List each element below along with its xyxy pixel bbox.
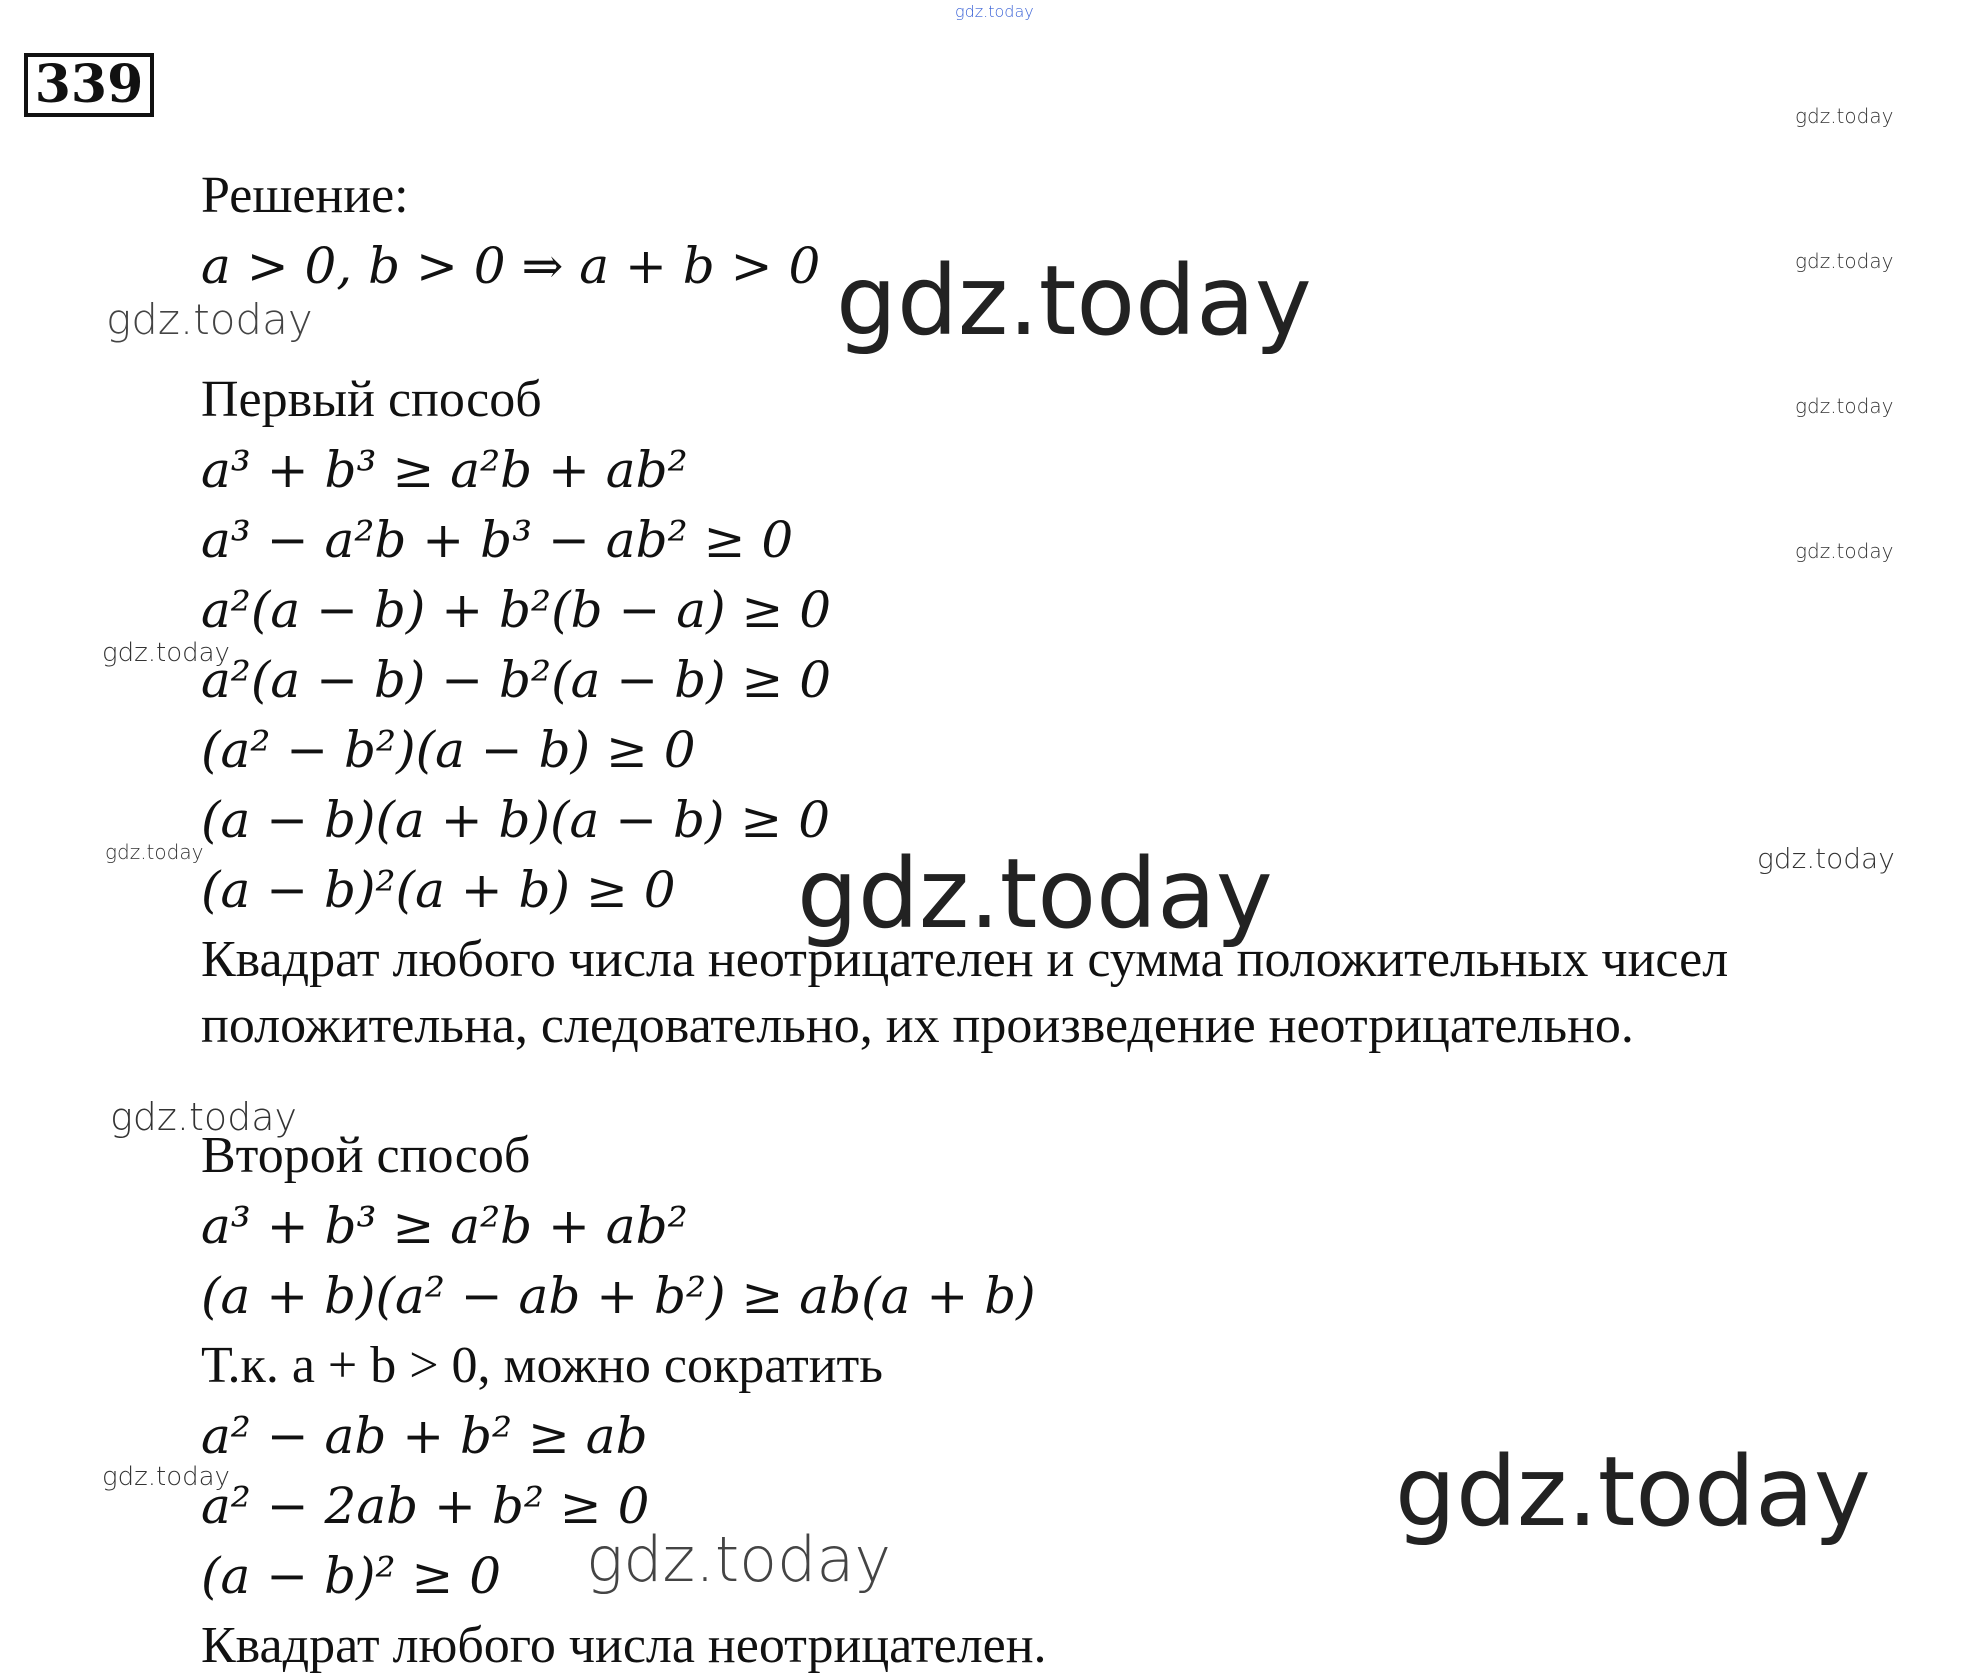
watermark: gdz.today <box>105 840 204 864</box>
watermark: gdz.today <box>1757 842 1895 875</box>
math-line: a³ + b³ ≥ a²b + ab² <box>201 441 688 499</box>
conclusion-text: Квадрат любого числа неотрицателен и сумма положительных чисел <box>201 931 1729 988</box>
watermark: gdz.today <box>955 2 1034 21</box>
math-line: (a − b)² ≥ 0 <box>201 1547 502 1605</box>
math-line: (a − b)²(a + b) ≥ 0 <box>201 861 676 919</box>
math-line: a² − ab + b² ≥ ab <box>201 1407 648 1465</box>
method-1-heading: Первый способ <box>201 371 542 428</box>
watermark: gdz.today <box>102 1462 230 1492</box>
watermark: gdz.today <box>1795 104 1894 128</box>
watermark: gdz.today <box>797 838 1273 950</box>
method-2-heading: Второй способ <box>201 1127 531 1184</box>
math-line-condition: a > 0, b > 0 ⇒ a + b > 0 <box>201 237 821 295</box>
problem-number: 339 <box>24 53 154 117</box>
math-line: (a + b)(a² − ab + b²) ≥ ab(a + b) <box>201 1267 1036 1325</box>
math-line: a³ − a²b + b³ − ab² ≥ 0 <box>201 511 794 569</box>
watermark: gdz.today <box>102 638 230 668</box>
watermark: gdz.today <box>1795 394 1894 418</box>
watermark: gdz.today <box>110 1095 297 1139</box>
math-line: a²(a − b) − b²(a − b) ≥ 0 <box>201 651 832 709</box>
math-line: (a² − b²)(a − b) ≥ 0 <box>201 721 696 779</box>
watermark: gdz.today <box>836 245 1312 357</box>
math-line: a² − 2ab + b² ≥ 0 <box>201 1477 650 1535</box>
watermark: gdz.today <box>1795 249 1894 273</box>
watermark: gdz.today <box>106 295 313 344</box>
final-conclusion-text: Квадрат любого числа неотрицателен. <box>201 1617 1047 1674</box>
math-line: a³ + b³ ≥ a²b + ab² <box>201 1197 688 1255</box>
watermark: gdz.today <box>1395 1436 1871 1548</box>
math-line: (a − b)(a + b)(a − b) ≥ 0 <box>201 791 831 849</box>
solution-heading: Решение: <box>201 167 409 224</box>
math-line: a²(a − b) + b²(b − a) ≥ 0 <box>201 581 832 639</box>
reasoning-text: Т.к. a + b > 0, можно сократить <box>201 1337 883 1394</box>
watermark: gdz.today <box>586 1523 892 1596</box>
watermark: gdz.today <box>1795 539 1894 563</box>
conclusion-text: положительна, следовательно, их произведение неотрицательно. <box>201 997 1634 1054</box>
